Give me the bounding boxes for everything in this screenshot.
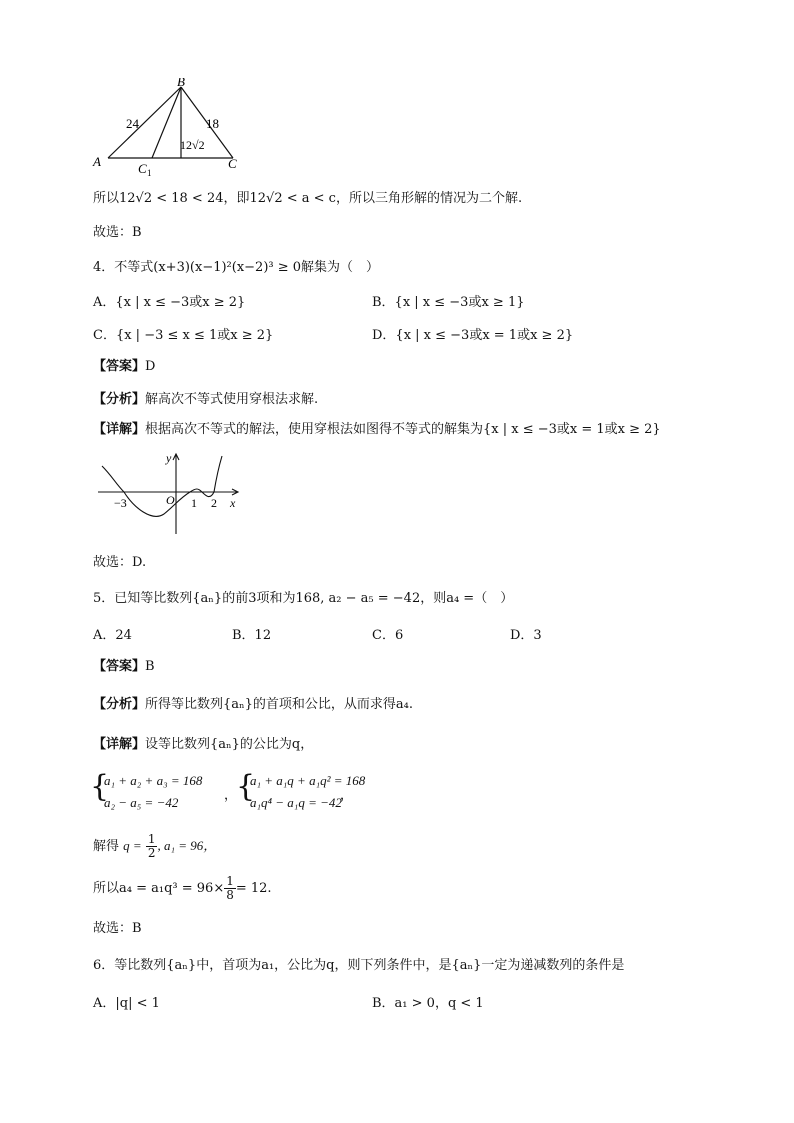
label-height: 12√2 [180,138,205,152]
label-c1-sub: 1 [147,168,152,178]
detail-tag: 【详解】 [93,422,146,437]
analysis-text: 所得等比数列{aₙ}的首项和公比，从而求得a₄. [145,697,414,712]
q4-option-a: A．{x | x ≤ −3或x ≥ 2} [93,295,246,310]
fraction-num: 1 [147,832,156,846]
graph-label-x: x [230,496,236,510]
analysis-text: 解高次不等式使用穿根法求解. [145,392,319,407]
label-24: 24 [126,116,139,131]
q5-option-b: B．12 [232,628,272,643]
q5-option-d: D．3 [510,628,542,643]
q5-option-c: C．6 [372,628,404,643]
q4-option-b: B．{x | x ≤ −3或x ≥ 1} [372,295,525,310]
q4-analysis-line [93,388,318,407]
q5-answer-line [93,655,155,674]
label-c1: C [138,161,147,176]
fraction-num: 1 [226,874,234,888]
root-graph [98,450,248,536]
q5-stem: 5．已知等比数列{aₙ}的前3项和为168, a₂ − a₅ = −42，则a₄ =（ ） [93,591,514,606]
q3-answer: 故选：B [93,225,142,240]
answer-value: B [145,659,155,674]
conclusion-line: 所以12√2 < 18 < 24，即12√2 < a < c，所以三角形解的情况为二个解. [93,191,523,206]
fraction-eighth [224,875,236,902]
analysis-tag: 【分析】 [93,697,146,712]
answer-value: D [145,359,156,374]
system-comma-2: ， [340,788,354,803]
label-c: C [228,156,237,171]
system2-line1: a₁ + a₁q + a₁q² = 168 [250,773,366,788]
graph-label-y: y [166,451,172,465]
solve-suffix: , a₁ = 96， [157,838,217,853]
so-suffix: = 12. [235,881,272,896]
q5-analysis-line [93,693,413,712]
system2-line2: a₁q⁴ − a₁q = −42 [250,795,342,810]
answer-tag: 【答案】 [93,359,146,374]
q4-option-d: D．{x | x ≤ −3或x = 1或x ≥ 2} [372,328,574,343]
fraction-den: 8 [226,888,234,902]
triangle-figure [90,78,260,178]
system1-line1: a₁ + a₂ + a₃ = 168 [104,773,203,788]
analysis-tag: 【分析】 [93,392,146,407]
detail-text: 根据高次不等式的解法，使用穿根法如图得不等式的解集为{x | x ≤ −3或x = 1或x ≥ 2} [145,422,661,437]
q5-option-a: A．24 [93,628,132,643]
label-b: B [177,78,185,89]
so-prefix: 所以a₄ = a₁q³ = 96× [93,881,225,896]
fraction-den: 2 [147,846,156,860]
system1-brace: { [90,769,110,804]
q5-so-line [93,875,272,902]
side-ab [108,87,181,158]
solve-prefix: 解得 [93,839,120,854]
q5-detail-line [93,733,313,752]
side-bc1 [152,87,181,158]
q6-option-a: A．|q| < 1 [93,996,160,1011]
q5-solve-line [93,833,216,860]
label-18: 18 [206,116,219,131]
system-comma: ， [224,788,238,803]
q5-final: 故选：B [93,921,142,936]
graph-label-1: 1 [191,496,197,510]
graph-label-2: 2 [211,496,217,510]
detail-text: 设等比数列{aₙ}的公比为q， [145,737,314,752]
q4-final: 故选：D. [93,555,147,570]
q6-option-b: B．a₁ > 0，q < 1 [372,996,484,1011]
q4-detail-line [93,418,661,437]
graph-label-neg3: −3 [114,496,127,510]
detail-tag: 【详解】 [93,737,146,752]
q4-answer-line [93,355,155,374]
label-a: A [93,154,101,169]
q6-stem: 6．等比数列{aₙ}中，首项为a₁，公比为q，则下列条件中，是{aₙ}一定为递减数列的条件是 [93,958,625,973]
system1-line2: a₂ − a₅ = −42 [104,795,179,810]
solve-q: q = [123,838,142,853]
fraction-half [146,833,158,860]
graph-label-o: O [166,493,175,507]
answer-tag: 【答案】 [93,659,146,674]
q4-stem: 4．不等式(x+3)(x−1)²(x−2)³ ≥ 0解集为（ ） [93,260,380,275]
q4-option-c: C．{x | −3 ≤ x ≤ 1或x ≥ 2} [93,328,274,343]
system2-brace: { [236,769,256,804]
